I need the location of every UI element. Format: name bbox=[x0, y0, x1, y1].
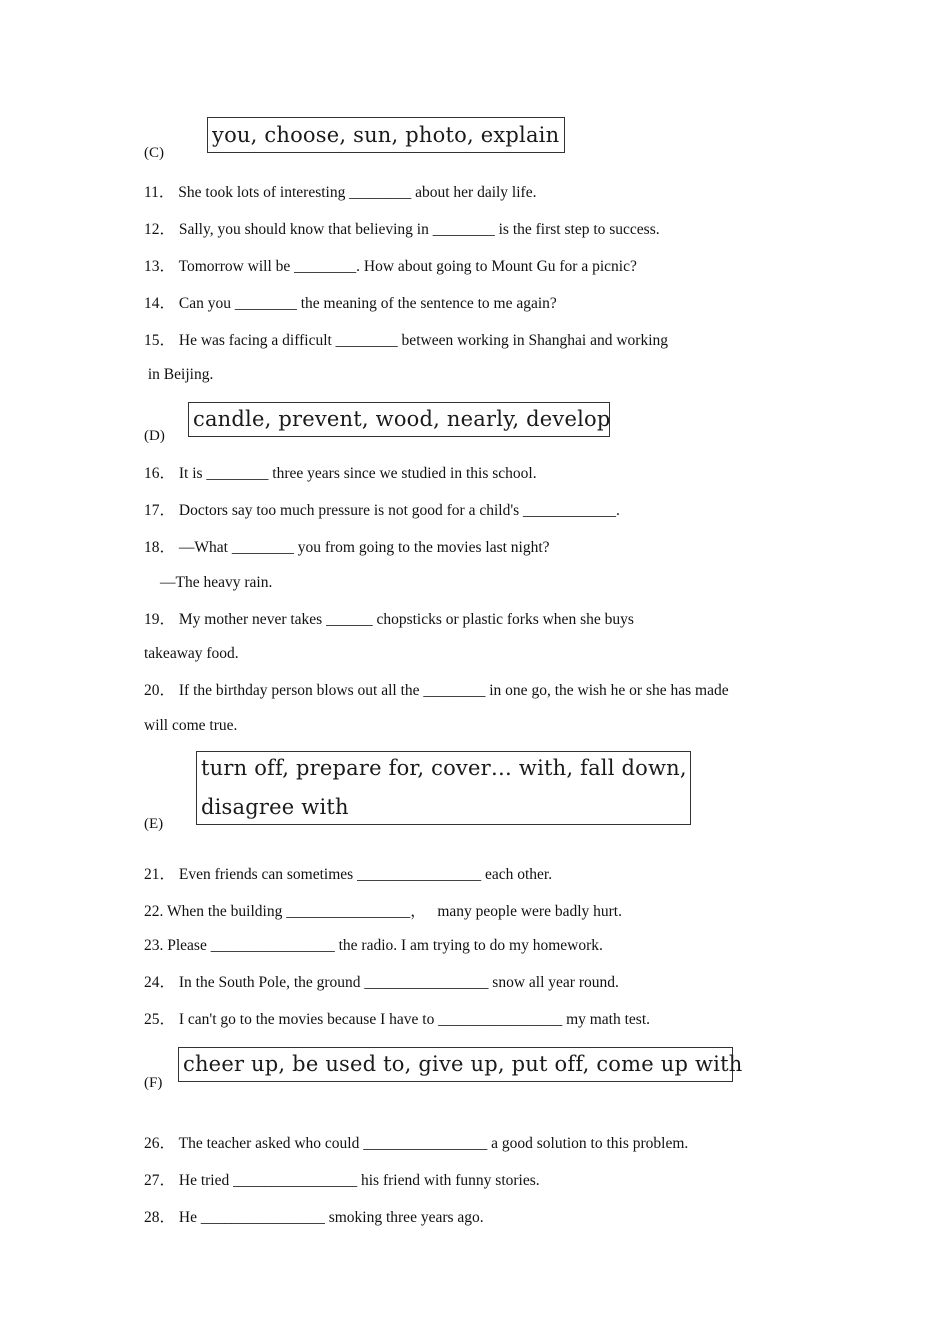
section-label-e: (E) bbox=[144, 816, 164, 832]
question-23: 23. Please ________________ the radio. I am trying to do my homework. bbox=[144, 937, 603, 954]
question-11: 11． She took lots of interesting ________ about her daily life. bbox=[144, 184, 537, 201]
question-27: 27． He tried ________________ his friend with funny stories. bbox=[144, 1172, 540, 1189]
question-14: 14． Can you ________ the meaning of the sentence to me again? bbox=[144, 295, 557, 312]
question-16: 16． It is ________ three years since we studied in this school. bbox=[144, 465, 537, 482]
word-bank-d-text: candle, prevent, wood, nearly, develop bbox=[193, 407, 611, 431]
question-18-line2: —The heavy rain. bbox=[160, 574, 273, 591]
question-24: 24． In the South Pole, the ground ________________ snow all year round. bbox=[144, 974, 619, 991]
question-20-line1: 20． If the birthday person blows out all the ________ in one go, the wish he or she has made bbox=[144, 682, 729, 699]
question-18-line1: 18． —What ________ you from going to the movies last night? bbox=[144, 539, 550, 556]
word-bank-c bbox=[207, 117, 565, 153]
word-bank-e bbox=[196, 751, 691, 825]
question-28: 28． He ________________ smoking three years ago. bbox=[144, 1209, 484, 1226]
question-13: 13． Tomorrow will be ________. How about going to Mount Gu for a picnic? bbox=[144, 258, 637, 275]
section-label-c: (C) bbox=[144, 145, 164, 161]
question-25: 25． I can't go to the movies because I have to ________________ my math test. bbox=[144, 1011, 651, 1028]
word-bank-e-text-line1: turn off, prepare for, cover… with, fall down, bbox=[201, 756, 687, 780]
word-bank-c-text: you, choose, sun, photo, explain bbox=[212, 123, 560, 147]
question-15-line1: 15． He was facing a difficult ________ between working in Shanghai and working bbox=[144, 332, 669, 349]
section-label-d: (D) bbox=[144, 428, 165, 444]
question-22: 22. When the building ________________， many people were badly hurt. bbox=[144, 903, 622, 920]
question-21: 21． Even friends can sometimes ________________ each other. bbox=[144, 866, 553, 883]
word-bank-f-text: cheer up, be used to, give up, put off, come up with bbox=[183, 1052, 743, 1076]
question-17: 17． Doctors say too much pressure is not good for a child's ____________. bbox=[144, 502, 620, 519]
word-bank-e-text-line2: disagree with bbox=[201, 795, 349, 819]
question-26: 26． The teacher asked who could ________________ a good solution to this problem. bbox=[144, 1135, 689, 1152]
word-bank-f bbox=[178, 1047, 743, 1082]
section-label-f: (F) bbox=[144, 1075, 163, 1091]
question-19-line2: takeaway food. bbox=[144, 645, 239, 662]
question-19-line1: 19． My mother never takes ______ chopsticks or plastic forks when she buys bbox=[144, 611, 634, 628]
question-20-line2: will come true. bbox=[144, 717, 238, 734]
question-15-line2: in Beijing. bbox=[144, 366, 214, 383]
question-12: 12． Sally, you should know that believing in ________ is the first step to success. bbox=[144, 221, 660, 238]
word-bank-d bbox=[188, 402, 610, 437]
